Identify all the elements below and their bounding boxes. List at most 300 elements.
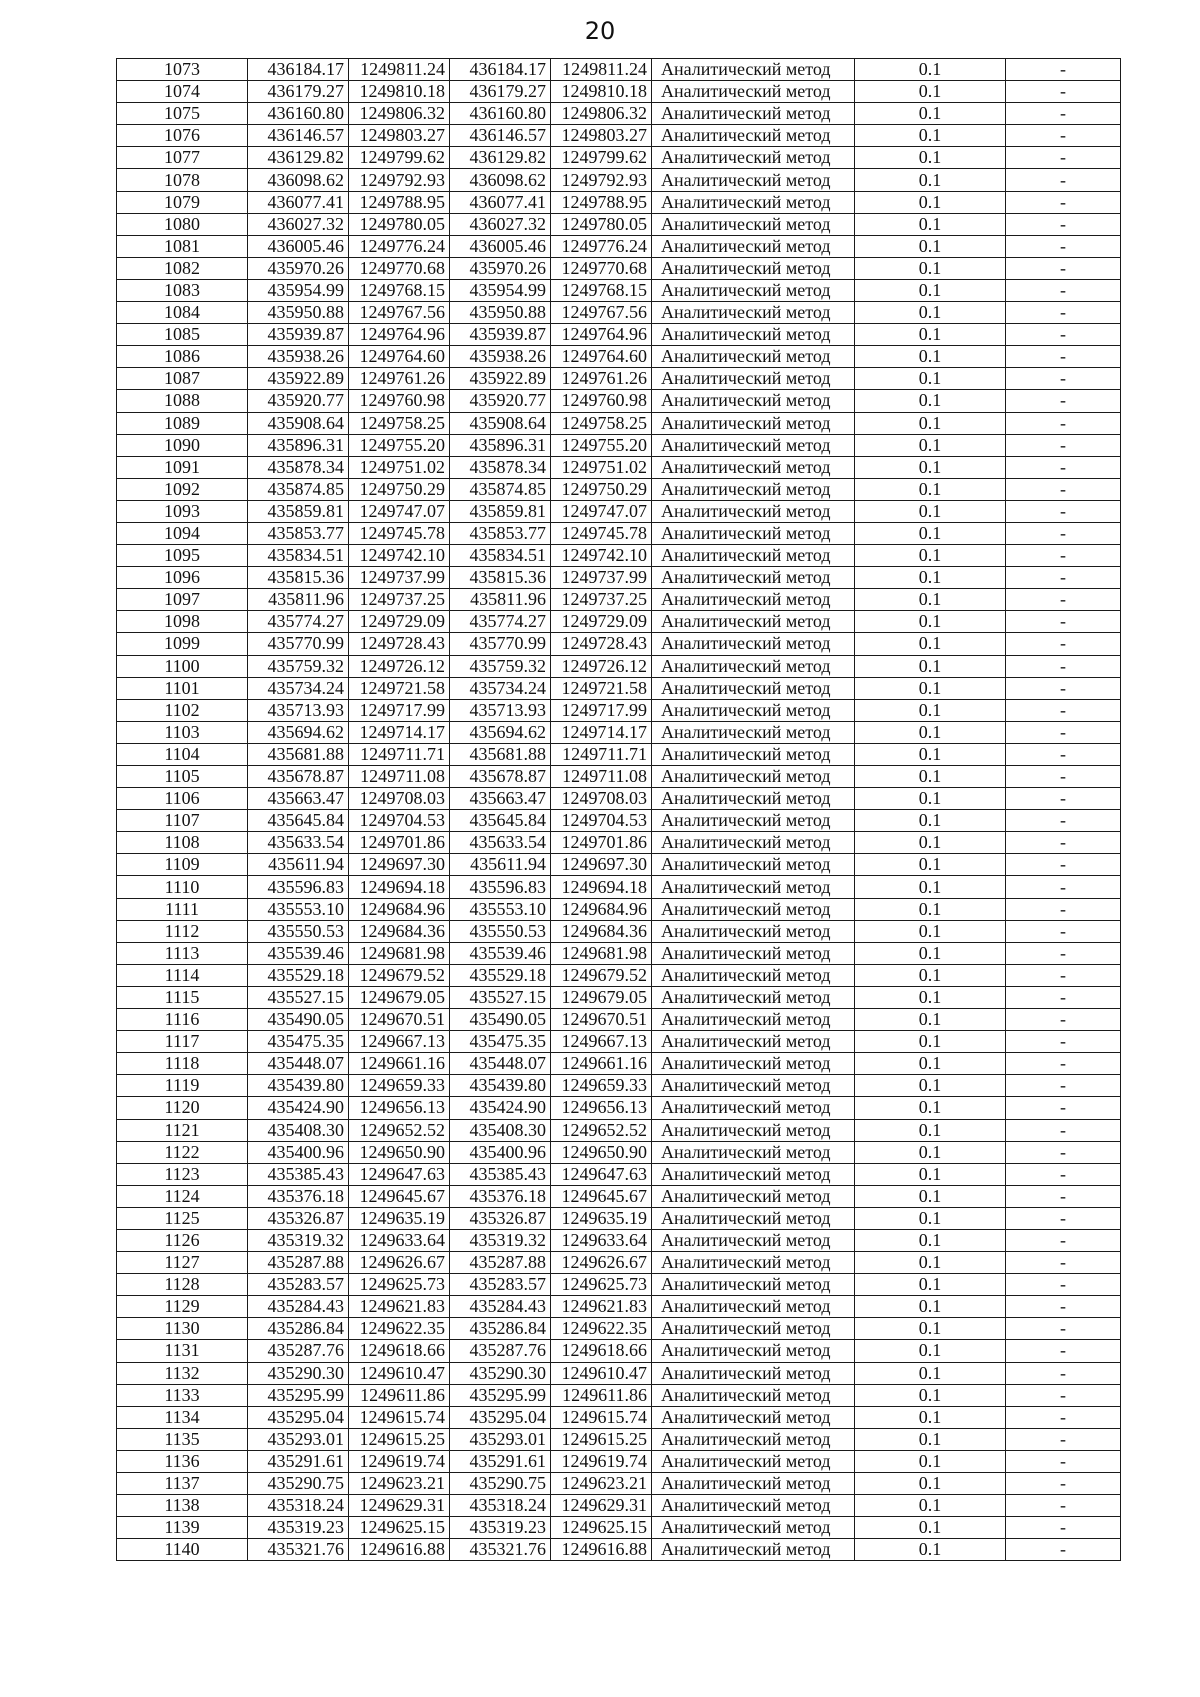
y-coordinate-cell: 1249737.99 — [349, 567, 450, 589]
x-coordinate-new-cell: 436160.80 — [450, 103, 551, 125]
point-number-cell: 1093 — [117, 500, 248, 522]
x-coordinate-cell: 435385.43 — [248, 1163, 349, 1185]
method-cell: Аналитический метод — [652, 699, 855, 721]
x-coordinate-cell: 435319.23 — [248, 1517, 349, 1539]
y-coordinate-cell: 1249679.05 — [349, 986, 450, 1008]
accuracy-cell: 0.1 — [855, 346, 1006, 368]
y-coordinate-new-cell: 1249768.15 — [551, 279, 652, 301]
accuracy-cell: 0.1 — [855, 59, 1006, 81]
x-coordinate-new-cell: 435284.43 — [450, 1296, 551, 1318]
x-coordinate-new-cell: 435878.34 — [450, 456, 551, 478]
accuracy-cell: 0.1 — [855, 1539, 1006, 1561]
x-coordinate-cell: 435939.87 — [248, 324, 349, 346]
accuracy-cell: 0.1 — [855, 1053, 1006, 1075]
x-coordinate-cell: 435295.99 — [248, 1384, 349, 1406]
x-coordinate-new-cell: 435970.26 — [450, 257, 551, 279]
dash-cell: - — [1006, 545, 1121, 567]
x-coordinate-new-cell: 435663.47 — [450, 788, 551, 810]
method-cell: Аналитический метод — [652, 920, 855, 942]
y-coordinate-new-cell: 1249751.02 — [551, 456, 652, 478]
method-cell: Аналитический метод — [652, 478, 855, 500]
x-coordinate-cell: 435908.64 — [248, 412, 349, 434]
point-number-cell: 1135 — [117, 1428, 248, 1450]
method-cell: Аналитический метод — [652, 412, 855, 434]
x-coordinate-cell: 435874.85 — [248, 478, 349, 500]
x-coordinate-new-cell: 435834.51 — [450, 545, 551, 567]
y-coordinate-new-cell: 1249745.78 — [551, 522, 652, 544]
y-coordinate-new-cell: 1249625.15 — [551, 1517, 652, 1539]
accuracy-cell: 0.1 — [855, 1163, 1006, 1185]
method-cell: Аналитический метод — [652, 854, 855, 876]
x-coordinate-new-cell: 435529.18 — [450, 964, 551, 986]
point-number-cell: 1122 — [117, 1141, 248, 1163]
accuracy-cell: 0.1 — [855, 655, 1006, 677]
table-row — [117, 213, 1121, 235]
y-coordinate-new-cell: 1249755.20 — [551, 434, 652, 456]
method-cell: Аналитический метод — [652, 147, 855, 169]
y-coordinate-cell: 1249629.31 — [349, 1495, 450, 1517]
x-coordinate-cell: 436077.41 — [248, 191, 349, 213]
y-coordinate-new-cell: 1249684.36 — [551, 920, 652, 942]
y-coordinate-cell: 1249659.33 — [349, 1075, 450, 1097]
dash-cell: - — [1006, 147, 1121, 169]
x-coordinate-cell: 435878.34 — [248, 456, 349, 478]
x-coordinate-new-cell: 435681.88 — [450, 743, 551, 765]
x-coordinate-new-cell: 435734.24 — [450, 677, 551, 699]
point-number-cell: 1128 — [117, 1274, 248, 1296]
point-number-cell: 1108 — [117, 832, 248, 854]
method-cell: Аналитический метод — [652, 721, 855, 743]
x-coordinate-cell: 435550.53 — [248, 920, 349, 942]
table-row — [117, 898, 1121, 920]
y-coordinate-new-cell: 1249776.24 — [551, 235, 652, 257]
method-cell: Аналитический метод — [652, 677, 855, 699]
y-coordinate-cell: 1249811.24 — [349, 59, 450, 81]
table-row — [117, 788, 1121, 810]
point-number-cell: 1084 — [117, 302, 248, 324]
dash-cell: - — [1006, 1517, 1121, 1539]
dash-cell: - — [1006, 633, 1121, 655]
y-coordinate-new-cell: 1249670.51 — [551, 1009, 652, 1031]
method-cell: Аналитический метод — [652, 964, 855, 986]
y-coordinate-cell: 1249742.10 — [349, 545, 450, 567]
y-coordinate-cell: 1249728.43 — [349, 633, 450, 655]
y-coordinate-cell: 1249610.47 — [349, 1362, 450, 1384]
point-number-cell: 1090 — [117, 434, 248, 456]
dash-cell: - — [1006, 1274, 1121, 1296]
dash-cell: - — [1006, 1340, 1121, 1362]
accuracy-cell: 0.1 — [855, 390, 1006, 412]
x-coordinate-new-cell: 435527.15 — [450, 986, 551, 1008]
method-cell: Аналитический метод — [652, 1185, 855, 1207]
method-cell: Аналитический метод — [652, 1517, 855, 1539]
point-number-cell: 1091 — [117, 456, 248, 478]
accuracy-cell: 0.1 — [855, 169, 1006, 191]
y-coordinate-new-cell: 1249721.58 — [551, 677, 652, 699]
method-cell: Аналитический метод — [652, 279, 855, 301]
x-coordinate-cell: 435920.77 — [248, 390, 349, 412]
method-cell: Аналитический метод — [652, 1075, 855, 1097]
x-coordinate-cell: 435527.15 — [248, 986, 349, 1008]
accuracy-cell: 0.1 — [855, 766, 1006, 788]
point-number-cell: 1075 — [117, 103, 248, 125]
x-coordinate-new-cell: 435611.94 — [450, 854, 551, 876]
method-cell: Аналитический метод — [652, 1274, 855, 1296]
y-coordinate-new-cell: 1249806.32 — [551, 103, 652, 125]
dash-cell: - — [1006, 986, 1121, 1008]
method-cell: Аналитический метод — [652, 390, 855, 412]
x-coordinate-cell: 435400.96 — [248, 1141, 349, 1163]
accuracy-cell: 0.1 — [855, 1296, 1006, 1318]
x-coordinate-cell: 436129.82 — [248, 147, 349, 169]
y-coordinate-new-cell: 1249780.05 — [551, 213, 652, 235]
accuracy-cell: 0.1 — [855, 1450, 1006, 1472]
x-coordinate-cell: 435287.76 — [248, 1340, 349, 1362]
x-coordinate-new-cell: 435954.99 — [450, 279, 551, 301]
table-row — [117, 986, 1121, 1008]
x-coordinate-cell: 435319.32 — [248, 1229, 349, 1251]
dash-cell: - — [1006, 1362, 1121, 1384]
point-number-cell: 1115 — [117, 986, 248, 1008]
x-coordinate-new-cell: 436005.46 — [450, 235, 551, 257]
y-coordinate-cell: 1249611.86 — [349, 1384, 450, 1406]
method-cell: Аналитический метод — [652, 1539, 855, 1561]
y-coordinate-cell: 1249621.83 — [349, 1296, 450, 1318]
accuracy-cell: 0.1 — [855, 1428, 1006, 1450]
table-row — [117, 545, 1121, 567]
point-number-cell: 1137 — [117, 1473, 248, 1495]
table-row — [117, 1207, 1121, 1229]
y-coordinate-cell: 1249711.71 — [349, 743, 450, 765]
table-row — [117, 1517, 1121, 1539]
y-coordinate-cell: 1249747.07 — [349, 500, 450, 522]
x-coordinate-cell: 435290.75 — [248, 1473, 349, 1495]
accuracy-cell: 0.1 — [855, 898, 1006, 920]
accuracy-cell: 0.1 — [855, 103, 1006, 125]
x-coordinate-new-cell: 435859.81 — [450, 500, 551, 522]
y-coordinate-new-cell: 1249635.19 — [551, 1207, 652, 1229]
dash-cell: - — [1006, 788, 1121, 810]
point-number-cell: 1078 — [117, 169, 248, 191]
method-cell: Аналитический метод — [652, 1031, 855, 1053]
table-row — [117, 81, 1121, 103]
table-row — [117, 832, 1121, 854]
point-number-cell: 1104 — [117, 743, 248, 765]
point-number-cell: 1133 — [117, 1384, 248, 1406]
y-coordinate-cell: 1249647.63 — [349, 1163, 450, 1185]
y-coordinate-cell: 1249670.51 — [349, 1009, 450, 1031]
method-cell: Аналитический метод — [652, 788, 855, 810]
y-coordinate-cell: 1249761.26 — [349, 368, 450, 390]
method-cell: Аналитический метод — [652, 655, 855, 677]
table-row — [117, 1473, 1121, 1495]
y-coordinate-cell: 1249650.90 — [349, 1141, 450, 1163]
accuracy-cell: 0.1 — [855, 1362, 1006, 1384]
point-number-cell: 1105 — [117, 766, 248, 788]
dash-cell: - — [1006, 103, 1121, 125]
y-coordinate-new-cell: 1249760.98 — [551, 390, 652, 412]
coordinates-table — [116, 58, 1121, 1561]
accuracy-cell: 0.1 — [855, 478, 1006, 500]
point-number-cell: 1116 — [117, 1009, 248, 1031]
table-row — [117, 1119, 1121, 1141]
dash-cell: - — [1006, 346, 1121, 368]
method-cell: Аналитический метод — [652, 1473, 855, 1495]
y-coordinate-new-cell: 1249633.64 — [551, 1229, 652, 1251]
y-coordinate-new-cell: 1249652.52 — [551, 1119, 652, 1141]
y-coordinate-cell: 1249760.98 — [349, 390, 450, 412]
x-coordinate-new-cell: 435908.64 — [450, 412, 551, 434]
method-cell: Аналитический метод — [652, 545, 855, 567]
dash-cell: - — [1006, 412, 1121, 434]
y-coordinate-cell: 1249726.12 — [349, 655, 450, 677]
dash-cell: - — [1006, 478, 1121, 500]
y-coordinate-cell: 1249737.25 — [349, 589, 450, 611]
dash-cell: - — [1006, 368, 1121, 390]
x-coordinate-cell: 435439.80 — [248, 1075, 349, 1097]
y-coordinate-cell: 1249803.27 — [349, 125, 450, 147]
dash-cell: - — [1006, 721, 1121, 743]
y-coordinate-cell: 1249615.74 — [349, 1406, 450, 1428]
y-coordinate-new-cell: 1249803.27 — [551, 125, 652, 147]
accuracy-cell: 0.1 — [855, 324, 1006, 346]
point-number-cell: 1086 — [117, 346, 248, 368]
y-coordinate-new-cell: 1249619.74 — [551, 1450, 652, 1472]
x-coordinate-new-cell: 435774.27 — [450, 611, 551, 633]
x-coordinate-cell: 435681.88 — [248, 743, 349, 765]
y-coordinate-cell: 1249684.96 — [349, 898, 450, 920]
accuracy-cell: 0.1 — [855, 920, 1006, 942]
point-number-cell: 1074 — [117, 81, 248, 103]
x-coordinate-cell: 435287.88 — [248, 1252, 349, 1274]
y-coordinate-new-cell: 1249737.99 — [551, 567, 652, 589]
dash-cell: - — [1006, 302, 1121, 324]
accuracy-cell: 0.1 — [855, 257, 1006, 279]
table-row — [117, 368, 1121, 390]
method-cell: Аналитический метод — [652, 500, 855, 522]
point-number-cell: 1109 — [117, 854, 248, 876]
y-coordinate-new-cell: 1249622.35 — [551, 1318, 652, 1340]
x-coordinate-new-cell: 435553.10 — [450, 898, 551, 920]
table-row — [117, 324, 1121, 346]
y-coordinate-new-cell: 1249697.30 — [551, 854, 652, 876]
table-row — [117, 434, 1121, 456]
x-coordinate-new-cell: 435815.36 — [450, 567, 551, 589]
y-coordinate-cell: 1249799.62 — [349, 147, 450, 169]
accuracy-cell: 0.1 — [855, 986, 1006, 1008]
table-row — [117, 500, 1121, 522]
accuracy-cell: 0.1 — [855, 1031, 1006, 1053]
table-row — [117, 1252, 1121, 1274]
dash-cell: - — [1006, 832, 1121, 854]
method-cell: Аналитический метод — [652, 368, 855, 390]
x-coordinate-cell: 435759.32 — [248, 655, 349, 677]
table-row — [117, 59, 1121, 81]
method-cell: Аналитический метод — [652, 434, 855, 456]
y-coordinate-new-cell: 1249742.10 — [551, 545, 652, 567]
dash-cell: - — [1006, 434, 1121, 456]
x-coordinate-cell: 436184.17 — [248, 59, 349, 81]
point-number-cell: 1123 — [117, 1163, 248, 1185]
dash-cell: - — [1006, 876, 1121, 898]
point-number-cell: 1080 — [117, 213, 248, 235]
method-cell: Аналитический метод — [652, 567, 855, 589]
y-coordinate-cell: 1249652.52 — [349, 1119, 450, 1141]
accuracy-cell: 0.1 — [855, 611, 1006, 633]
point-number-cell: 1085 — [117, 324, 248, 346]
method-cell: Аналитический метод — [652, 125, 855, 147]
table-row — [117, 1031, 1121, 1053]
point-number-cell: 1132 — [117, 1362, 248, 1384]
dash-cell: - — [1006, 1097, 1121, 1119]
table-row — [117, 125, 1121, 147]
dash-cell: - — [1006, 1031, 1121, 1053]
table-row — [117, 1296, 1121, 1318]
y-coordinate-cell: 1249615.25 — [349, 1428, 450, 1450]
x-coordinate-new-cell: 435385.43 — [450, 1163, 551, 1185]
x-coordinate-new-cell: 435920.77 — [450, 390, 551, 412]
table-row — [117, 611, 1121, 633]
y-coordinate-cell: 1249635.19 — [349, 1207, 450, 1229]
x-coordinate-new-cell: 435596.83 — [450, 876, 551, 898]
y-coordinate-new-cell: 1249792.93 — [551, 169, 652, 191]
dash-cell: - — [1006, 766, 1121, 788]
x-coordinate-new-cell: 435475.35 — [450, 1031, 551, 1053]
table-row — [117, 810, 1121, 832]
accuracy-cell: 0.1 — [855, 213, 1006, 235]
x-coordinate-new-cell: 435448.07 — [450, 1053, 551, 1075]
table-row — [117, 147, 1121, 169]
y-coordinate-cell: 1249616.88 — [349, 1539, 450, 1561]
method-cell: Аналитический метод — [652, 302, 855, 324]
y-coordinate-new-cell: 1249625.73 — [551, 1274, 652, 1296]
x-coordinate-cell: 435611.94 — [248, 854, 349, 876]
x-coordinate-new-cell: 435678.87 — [450, 766, 551, 788]
method-cell: Аналитический метод — [652, 1318, 855, 1340]
y-coordinate-cell: 1249780.05 — [349, 213, 450, 235]
y-coordinate-new-cell: 1249626.67 — [551, 1252, 652, 1274]
table-row — [117, 191, 1121, 213]
dash-cell: - — [1006, 1207, 1121, 1229]
y-coordinate-cell: 1249770.68 — [349, 257, 450, 279]
accuracy-cell: 0.1 — [855, 832, 1006, 854]
method-cell: Аналитический метод — [652, 1362, 855, 1384]
dash-cell: - — [1006, 456, 1121, 478]
point-number-cell: 1126 — [117, 1229, 248, 1251]
x-coordinate-cell: 435448.07 — [248, 1053, 349, 1075]
dash-cell: - — [1006, 611, 1121, 633]
point-number-cell: 1079 — [117, 191, 248, 213]
y-coordinate-cell: 1249622.35 — [349, 1318, 450, 1340]
point-number-cell: 1118 — [117, 1053, 248, 1075]
dash-cell: - — [1006, 743, 1121, 765]
y-coordinate-cell: 1249745.78 — [349, 522, 450, 544]
y-coordinate-new-cell: 1249681.98 — [551, 942, 652, 964]
x-coordinate-new-cell: 435290.75 — [450, 1473, 551, 1495]
table-row — [117, 876, 1121, 898]
accuracy-cell: 0.1 — [855, 500, 1006, 522]
y-coordinate-cell: 1249768.15 — [349, 279, 450, 301]
x-coordinate-new-cell: 436077.41 — [450, 191, 551, 213]
method-cell: Аналитический метод — [652, 1119, 855, 1141]
y-coordinate-cell: 1249679.52 — [349, 964, 450, 986]
table-row — [117, 964, 1121, 986]
table-row — [117, 279, 1121, 301]
method-cell: Аналитический метод — [652, 1450, 855, 1472]
table-row — [117, 346, 1121, 368]
x-coordinate-cell: 435834.51 — [248, 545, 349, 567]
table-row — [117, 1229, 1121, 1251]
dash-cell: - — [1006, 1185, 1121, 1207]
point-number-cell: 1130 — [117, 1318, 248, 1340]
y-coordinate-cell: 1249681.98 — [349, 942, 450, 964]
point-number-cell: 1119 — [117, 1075, 248, 1097]
point-number-cell: 1134 — [117, 1406, 248, 1428]
method-cell: Аналитический метод — [652, 1495, 855, 1517]
x-coordinate-cell: 436160.80 — [248, 103, 349, 125]
y-coordinate-new-cell: 1249726.12 — [551, 655, 652, 677]
accuracy-cell: 0.1 — [855, 876, 1006, 898]
x-coordinate-cell: 435408.30 — [248, 1119, 349, 1141]
y-coordinate-new-cell: 1249799.62 — [551, 147, 652, 169]
point-number-cell: 1094 — [117, 522, 248, 544]
accuracy-cell: 0.1 — [855, 1141, 1006, 1163]
table-row — [117, 699, 1121, 721]
x-coordinate-cell: 435678.87 — [248, 766, 349, 788]
method-cell: Аналитический метод — [652, 876, 855, 898]
method-cell: Аналитический метод — [652, 1428, 855, 1450]
accuracy-cell: 0.1 — [855, 279, 1006, 301]
y-coordinate-new-cell: 1249764.96 — [551, 324, 652, 346]
x-coordinate-cell: 435553.10 — [248, 898, 349, 920]
accuracy-cell: 0.1 — [855, 633, 1006, 655]
table-row — [117, 1163, 1121, 1185]
method-cell: Аналитический метод — [652, 633, 855, 655]
table-row — [117, 1141, 1121, 1163]
dash-cell: - — [1006, 522, 1121, 544]
dash-cell: - — [1006, 1428, 1121, 1450]
x-coordinate-new-cell: 435286.84 — [450, 1318, 551, 1340]
accuracy-cell: 0.1 — [855, 1185, 1006, 1207]
accuracy-cell: 0.1 — [855, 1495, 1006, 1517]
x-coordinate-new-cell: 435287.76 — [450, 1340, 551, 1362]
accuracy-cell: 0.1 — [855, 1406, 1006, 1428]
y-coordinate-new-cell: 1249810.18 — [551, 81, 652, 103]
method-cell: Аналитический метод — [652, 103, 855, 125]
point-number-cell: 1114 — [117, 964, 248, 986]
x-coordinate-cell: 435286.84 — [248, 1318, 349, 1340]
table-row — [117, 677, 1121, 699]
y-coordinate-new-cell: 1249647.63 — [551, 1163, 652, 1185]
y-coordinate-new-cell: 1249659.33 — [551, 1075, 652, 1097]
point-number-cell: 1087 — [117, 368, 248, 390]
method-cell: Аналитический метод — [652, 456, 855, 478]
x-coordinate-cell: 435853.77 — [248, 522, 349, 544]
x-coordinate-new-cell: 436179.27 — [450, 81, 551, 103]
x-coordinate-cell: 435922.89 — [248, 368, 349, 390]
point-number-cell: 1082 — [117, 257, 248, 279]
method-cell: Аналитический метод — [652, 1406, 855, 1428]
y-coordinate-cell: 1249792.93 — [349, 169, 450, 191]
dash-cell: - — [1006, 235, 1121, 257]
x-coordinate-new-cell: 435318.24 — [450, 1495, 551, 1517]
x-coordinate-new-cell: 435633.54 — [450, 832, 551, 854]
method-cell: Аналитический метод — [652, 169, 855, 191]
table-row — [117, 1384, 1121, 1406]
accuracy-cell: 0.1 — [855, 235, 1006, 257]
dash-cell: - — [1006, 898, 1121, 920]
x-coordinate-new-cell: 435694.62 — [450, 721, 551, 743]
